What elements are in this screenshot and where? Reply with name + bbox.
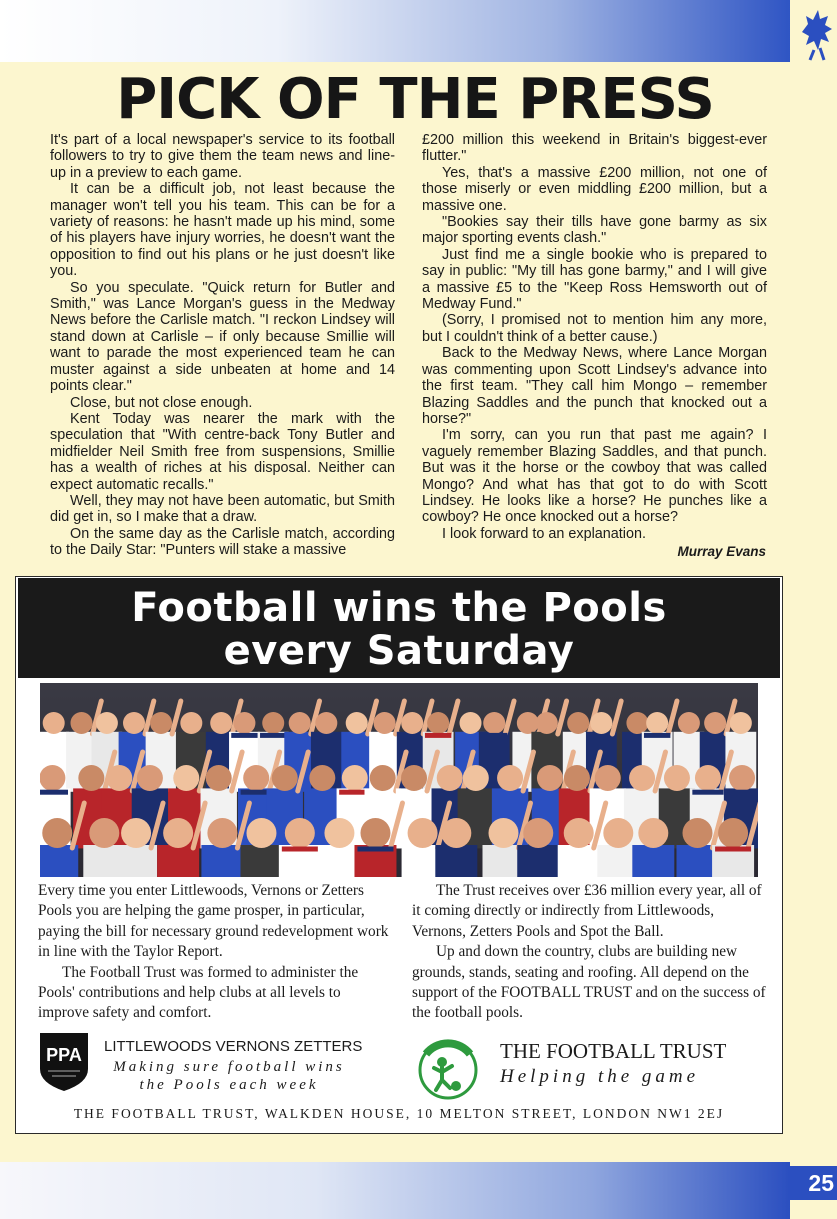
paragraph: On the same day as the Carlisle match, according to the Daily Star: "Punters will stake a massive [50, 525, 395, 559]
crowd-head [121, 818, 151, 848]
paragraph: Well, they may not have been automatic, but Smith did get in, so I make that a draw. [50, 492, 395, 526]
crowd-head [246, 818, 276, 848]
trust-tagline: Helping the game [500, 1066, 700, 1087]
crowd-head [564, 818, 594, 848]
crest-icon [796, 2, 836, 64]
paragraph: The Football Trust was formed to administer the Pools' contributions and help clubs at all levels to improve safety and comfort. [38, 963, 359, 1022]
crowd-head [460, 712, 482, 734]
crowd-scarf [692, 790, 723, 795]
crowd-head [664, 765, 690, 791]
crowd-head [536, 712, 558, 734]
crowd-head [695, 765, 721, 791]
crowd-head [537, 765, 563, 791]
ad-column-left [38, 881, 393, 1024]
paragraph: Up and down the country, clubs are building new grounds, stands, seating and roofing. All depend on the support of the FOOTBALL TRUST and on the success of the football pools. [412, 943, 766, 1022]
paragraph: Every time you enter Littlewoods, Vernons or Zetters Pools you are helping the game prosper, in particular, paying the bill for necessary ground redevelopment work in line with the Taylor Report. [38, 882, 389, 961]
ad-headline-line1: Football wins the Pools [131, 585, 667, 631]
crowd-head [427, 712, 449, 734]
paragraph: Yes, that's a massive £200 million, not one of those miserly or even middling £200 million, but a massive one. [422, 164, 767, 214]
crowd-head [682, 818, 712, 848]
crowd-body [517, 845, 559, 877]
crowd-body [240, 845, 282, 877]
crowd-scarf [260, 733, 286, 738]
crowd-head [106, 765, 132, 791]
crowd-head [289, 712, 311, 734]
crowd-head [564, 765, 590, 791]
paragraph: £200 million this weekend in Britain's biggest-ever flutter." [422, 132, 767, 165]
paragraph: Close, but not close enough. [70, 394, 253, 411]
crowd-head [523, 818, 553, 848]
crowd-head [441, 818, 471, 848]
crowd-head [137, 765, 163, 791]
right-margin [790, 0, 837, 1219]
ad-headline-line2: every Saturday [223, 628, 575, 674]
bottom-gradient-band [0, 1162, 790, 1219]
crowd-body [318, 845, 360, 877]
crowd-body [632, 845, 674, 877]
paragraph: "Bookies say their tills have gone barmy as six major sporting events clash." [422, 214, 767, 247]
crowd-head [626, 712, 648, 734]
crowd-head [233, 712, 255, 734]
crowd-head [285, 818, 315, 848]
crowd-head [210, 712, 232, 734]
crowd-head [123, 712, 145, 734]
crowd-photo [40, 683, 758, 877]
crowd-head [40, 765, 65, 791]
byline: Murray Evans [677, 544, 766, 559]
crowd-head [483, 712, 505, 734]
top-gradient-band [0, 0, 790, 62]
crowd-scarf [40, 790, 68, 795]
crowd-head [408, 818, 438, 848]
crowd-head [324, 818, 354, 848]
crowd-head [42, 818, 72, 848]
crowd-head [70, 712, 92, 734]
crowd-head [374, 712, 396, 734]
paragraph: Kent Today was nearer the mark with the speculation that "With centre-back Tony Butler and midfielder Neil Smith free from suspensions, Smillie has a wealth of riches at his disposal. Neither can expect automatic recalls." [50, 410, 395, 493]
article-column-left [50, 132, 395, 559]
sponsor-tagline-line2: the Pools each week [139, 1077, 319, 1093]
address-line: THE FOOTBALL TRUST, WALKDEN HOUSE, 10 MELTON STREET, LONDON NW1 2EJ [73, 1106, 725, 1121]
ad-column-right [412, 881, 767, 1024]
page-number: 25 [808, 1170, 834, 1196]
crowd-head [590, 712, 612, 734]
crowd-head [173, 765, 199, 791]
crowd-head [603, 818, 633, 848]
crowd-head [517, 712, 539, 734]
crowd-head [43, 712, 65, 734]
crowd-head [346, 712, 368, 734]
crowd-head [207, 818, 237, 848]
crowd-scarf [425, 733, 451, 738]
crowd-head [342, 765, 368, 791]
crowd-head [488, 818, 518, 848]
crowd-head [678, 712, 700, 734]
crowd-head [243, 765, 269, 791]
paragraph: So you speculate. "Quick return for Butler and Smith," was Lance Morgan's guess in the Medway News before the Carlisle match. "I reckon Lindsey will stand down at Carlisle – if only because Smillie will want to parade the most experienced team he can muster against a side unbeaten at home and 14 points clear." [50, 279, 395, 395]
crowd-head [360, 818, 390, 848]
crowd-head [150, 712, 172, 734]
sponsor-tagline-line1: Making sure football wins [113, 1059, 345, 1075]
crowd-scarf [644, 733, 670, 738]
crowd-scarf [715, 847, 751, 852]
crowd-head [497, 765, 523, 791]
crowd-scarf [282, 847, 318, 852]
crowd-head [89, 818, 119, 848]
paragraph: (Sorry, I promised not to mention him any more, but I couldn't think of a better cause.) [422, 312, 767, 345]
trust-name: THE FOOTBALL TRUST [500, 1039, 727, 1063]
crowd-head [96, 712, 118, 734]
crowd-head [272, 765, 298, 791]
crowd-body [435, 845, 477, 877]
paragraph: It's part of a local newspaper's service to its football followers to try to give them the team news and line-up in a preview to each game. [50, 132, 395, 181]
crowd-head [180, 712, 202, 734]
sponsor-name: LITTLEWOODS VERNONS ZETTERS [104, 1038, 363, 1055]
paragraph: I look forward to an explanation. [442, 525, 646, 542]
paragraph: I'm sorry, can you run that past me again? I vaguely remember Blazing Saddles, and that punch. But was it the horse or the cowboy that was called Mongo? And what has that got to do with Scott Lindsey. He looks like a horse? He punches like a cowboy? He once knocked out a horse? [422, 427, 767, 526]
crowd-head [567, 712, 589, 734]
paragraph: Back to the Medway News, where Lance Morgan was commenting upon Scott Lindsey's advance into the first team. "They call him Mongo – remember Blazing Saddles and the punch that knocked out a horse?" [422, 345, 767, 427]
crowd-head [309, 765, 335, 791]
crowd-head [437, 765, 463, 791]
crowd-scarf [231, 733, 257, 738]
crowd-head [315, 712, 337, 734]
crowd-head [730, 712, 752, 734]
crowd-head [718, 818, 748, 848]
crowd-head [638, 818, 668, 848]
crowd-head [262, 712, 284, 734]
sponsor-tagline [104, 1058, 354, 1094]
crowd-head [595, 765, 621, 791]
crowd-scarf [357, 847, 393, 852]
crowd-head [463, 765, 489, 791]
crowd-head [401, 712, 423, 734]
crowd-head [78, 765, 104, 791]
crowd-head [370, 765, 396, 791]
crowd-head [163, 818, 193, 848]
article-title: PICK OF THE PRESS [116, 67, 714, 132]
crowd-head [206, 765, 232, 791]
crowd-head [704, 712, 726, 734]
article-column-right [422, 132, 767, 542]
crowd-head [401, 765, 427, 791]
ppa-logo-text: PPA [46, 1045, 82, 1065]
crowd-head [646, 712, 668, 734]
crowd-scarf [481, 733, 507, 738]
paragraph: Just find me a single bookie who is prepared to say in public: "My till has gone barmy," and I will give a massive £5 to the "Keep Ross Hemsworth out of Medway Fund." [422, 246, 767, 313]
football-trust-logo-icon [412, 1034, 484, 1100]
paragraph: It can be a difficult job, not least because the manager won't tell you his team. This can be for a variety of reasons: he hasn't made up his mind, some of his players have injury worries, he doesn't want the opposition to find out his plans or he just doesn't like you. [50, 181, 395, 280]
crowd-scarf [726, 790, 757, 795]
ppa-shield-icon [38, 1031, 90, 1093]
crowd-head [729, 765, 755, 791]
paragraph: The Trust receives over £36 million every year, all of it coming directly or indirectly from Littlewoods, Vernons, Zetters Pools and Spot the Ball. [412, 882, 762, 940]
crowd-head [629, 765, 655, 791]
